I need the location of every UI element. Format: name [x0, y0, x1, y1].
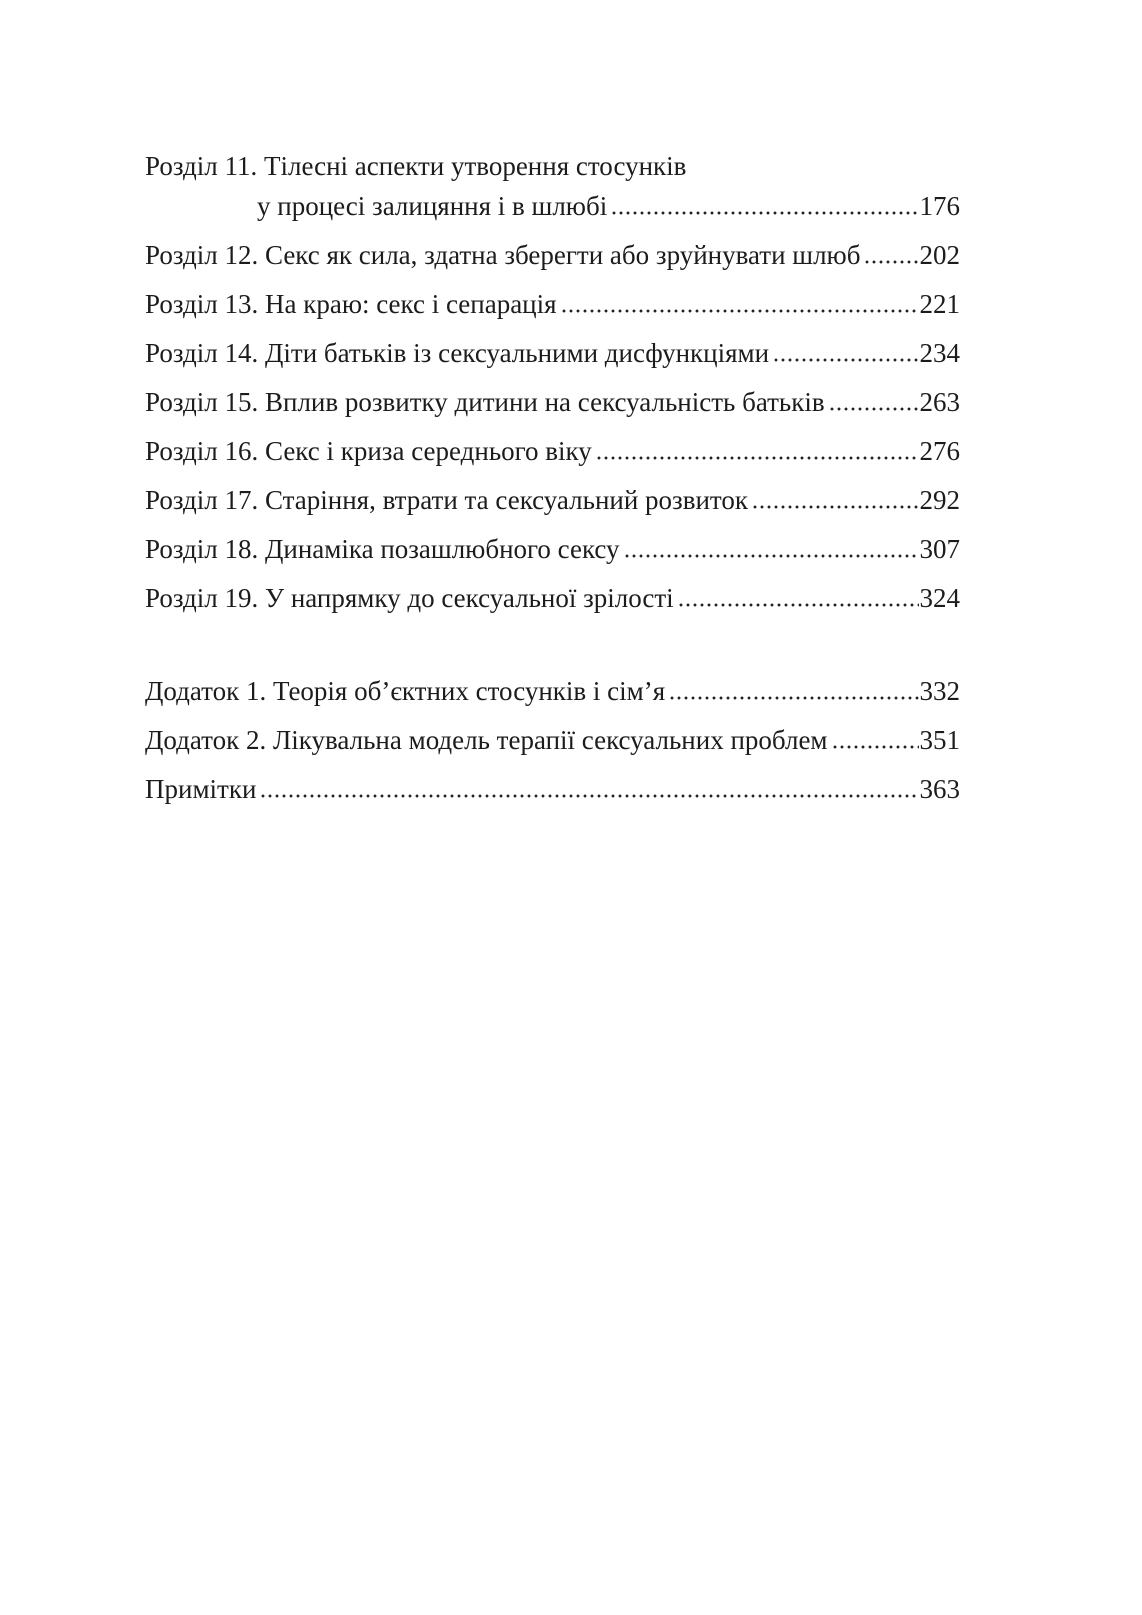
toc-entry: [145, 431, 960, 471]
toc-entry-page-number: 307: [919, 534, 960, 564]
toc-entry: [145, 529, 960, 569]
toc-entry-title: Додаток 1. Теорія об’єктних стосунків і сім’я: [145, 676, 666, 706]
toc-entry-title: Розділ 14. Діти батьків із сексуальними дисфункціями: [145, 338, 770, 368]
dot-leader: [612, 211, 918, 215]
toc-line: [145, 333, 960, 373]
toc-entry: [145, 578, 960, 618]
toc-entry-title: Додаток 2. Лікувальна модель терапії сексуальних проблем: [145, 725, 828, 755]
toc-line: [145, 480, 960, 520]
toc-line: [145, 186, 960, 226]
dot-leader: [753, 505, 919, 509]
appendix-list: [145, 671, 960, 809]
dot-leader: [261, 794, 918, 798]
toc-entry-page-number: 221: [919, 289, 960, 319]
toc-entry-page-number: 234: [919, 338, 960, 368]
toc-entry-title: Розділ 17. Старіння, втрати та сексуальний розвиток: [145, 485, 748, 515]
table-of-contents: [145, 146, 960, 818]
toc-line: [145, 431, 960, 471]
toc-entry-page-number: 332: [919, 676, 960, 706]
toc-entry: [145, 769, 960, 809]
toc-entry-title: Розділ 15. Вплив розвитку дитини на сексуальність батьків: [145, 387, 825, 417]
toc-entry-title: Розділ 16. Секс і криза середнього віку: [145, 436, 592, 466]
toc-line: [145, 578, 960, 618]
toc-entry-title: Розділ 18. Динаміка позашлюбного сексу: [145, 534, 620, 564]
dot-leader: [833, 745, 919, 749]
section-gap: [145, 627, 960, 671]
dot-leader: [670, 696, 918, 700]
dot-leader: [625, 554, 919, 558]
dot-leader: [865, 260, 918, 264]
toc-line: [145, 529, 960, 569]
toc-line: [145, 284, 960, 324]
dot-leader: [679, 603, 919, 607]
toc-entry-page-number: 351: [919, 725, 960, 755]
toc-line: [145, 382, 960, 422]
toc-entry-title: Розділ 11. Тілесні аспекти утворення стосунків: [145, 151, 687, 181]
toc-entry: [145, 235, 960, 275]
toc-entry: [145, 720, 960, 760]
toc-entry: [145, 480, 960, 520]
toc-line: [145, 146, 960, 186]
toc-entry-page-number: 263: [919, 387, 960, 417]
dot-leader: [562, 309, 919, 313]
toc-entry: [145, 333, 960, 373]
toc-line: [145, 235, 960, 275]
toc-entry-title: Розділ 13. На краю: секс і сепарація: [145, 289, 557, 319]
toc-entry-page-number: 292: [919, 485, 960, 515]
dot-leader: [597, 456, 919, 460]
toc-entry: [145, 146, 960, 226]
toc-entry-page-number: 276: [919, 436, 960, 466]
toc-line: [145, 769, 960, 809]
toc-line: [145, 720, 960, 760]
toc-entry-title: Розділ 12. Секс як сила, здатна зберегти або зруйнувати шлюб: [145, 240, 861, 270]
toc-entry: [145, 284, 960, 324]
toc-entry-page-number: 324: [919, 583, 960, 613]
toc-entry-page-number: 202: [919, 240, 960, 270]
toc-entry: [145, 382, 960, 422]
toc-entry-page-number: 363: [919, 774, 960, 804]
toc-entry-title: у процесі залицяння і в шлюбі: [257, 191, 608, 221]
chapter-list: [145, 146, 960, 618]
toc-entry-title: Розділ 19. У напрямку до сексуальної зрілості: [145, 583, 674, 613]
toc-entry: [145, 671, 960, 711]
dot-leader: [774, 358, 918, 362]
dot-leader: [830, 407, 919, 411]
toc-entry-title: Примітки: [145, 774, 257, 804]
toc-line: [145, 671, 960, 711]
toc-entry-page-number: 176: [919, 191, 960, 221]
